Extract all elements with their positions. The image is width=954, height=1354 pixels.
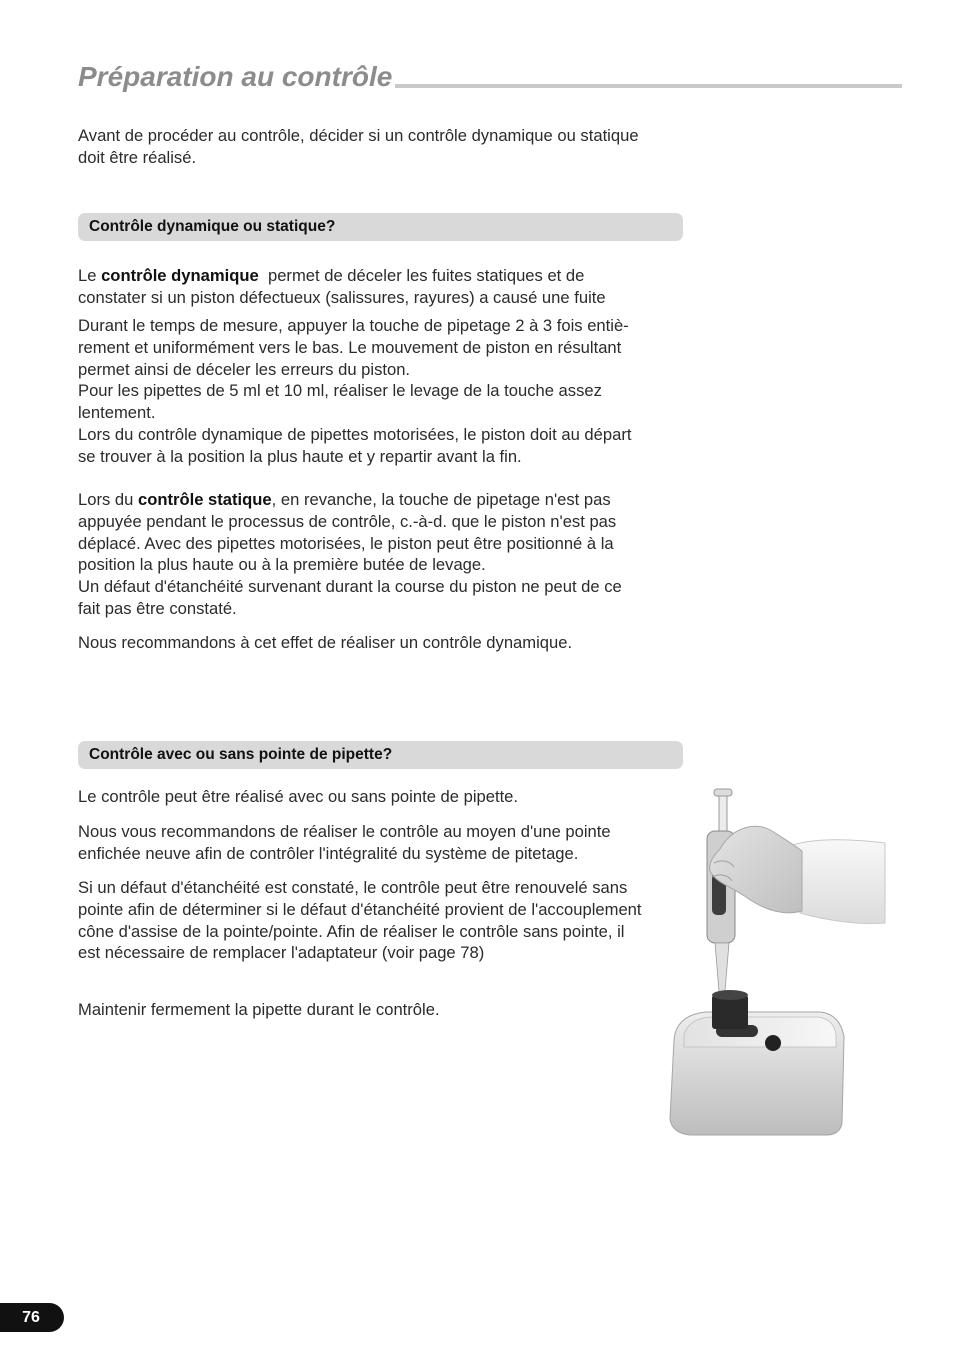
page-header <box>78 60 902 94</box>
dynamic-paragraph-2 <box>78 315 631 468</box>
text-line: se trouver à la position la plus haute et y repartir avant la fin. <box>78 446 522 466</box>
tip-paragraph-4 <box>78 999 440 1021</box>
text-line: Si un défaut d'étanchéité est constaté, le contrôle peut être renouvelé sans <box>78 878 628 897</box>
text-line: lentement. <box>78 403 156 423</box>
text-segment: Lors du <box>78 490 138 509</box>
text-line: cône d'assise de la pointe/pointe. Afin de réaliser le contrôle sans pointe, il <box>78 921 625 941</box>
text-line: fait pas être constaté. <box>78 598 237 618</box>
static-paragraph <box>78 489 622 620</box>
dynamic-paragraph-1 <box>78 265 606 309</box>
text-line: enfichée neuve afin de contrôler l'intégralité du système de pitetage. <box>78 843 579 863</box>
tip-paragraph-2 <box>78 821 611 865</box>
text-line: Le contrôle peut être réalisé avec ou sans pointe de pipette. <box>78 787 519 806</box>
tip-paragraph-3 <box>78 877 642 964</box>
bold-term: contrôle statique <box>137 490 272 509</box>
pipette-tester-photo <box>660 785 890 1140</box>
text-line: Pour les pipettes de 5 ml et 10 ml, réaliser le levage de la touche assez <box>78 381 602 401</box>
text-line: Nous recommandons à cet effet de réaliser un contrôle dynamique. <box>78 633 573 652</box>
title-rule <box>395 84 902 88</box>
text-line: pointe afin de déterminer si le défaut d'étanchéité provient de l'accouplement <box>78 899 642 919</box>
bold-term: contrôle dynamique <box>101 266 259 285</box>
text-line: Maintenir fermement la pipette durant le contrôle. <box>78 1000 440 1019</box>
text-line: Un défaut d'étanchéité survenant durant la course du piston ne peut de ce <box>78 577 622 597</box>
text-line: doit être réalisé. <box>78 147 197 167</box>
text-line: appuyée pendant le processus de contrôle, c.-à-d. que le piston n'est pas <box>78 511 617 531</box>
section-heading-dynamic: Contrôle dynamique ou statique? <box>78 213 683 241</box>
text-line: permet ainsi de déceler les erreurs du piston. <box>78 359 411 379</box>
intro-paragraph <box>78 125 639 169</box>
text-line: constater si un piston défectueux (salissures, rayures) a causé une fuite <box>78 287 606 307</box>
text-line: déplacé. Avec des pipettes motorisées, le piston peut être positionné à la <box>78 533 614 553</box>
text-segment: permet de déceler les fuites statiques et de <box>258 266 585 285</box>
page-title: Préparation au contrôle <box>78 61 393 92</box>
text-line: Lors du contrôle dynamique de pipettes motorisées, le piston doit au départ <box>78 424 632 444</box>
text-line <box>78 265 606 287</box>
text-line: Durant le temps de mesure, appuyer la touche de pipetage 2 à 3 fois entiè- <box>78 316 629 335</box>
text-segment: Le <box>78 266 102 285</box>
text-line: Nous vous recommandons de réaliser le contrôle au moyen d'une pointe <box>78 822 611 841</box>
section-heading-tip: Contrôle avec ou sans pointe de pipette? <box>78 741 683 769</box>
text-line: position la plus haute ou à la première butée de levage. <box>78 555 486 575</box>
text-line: est nécessaire de remplacer l'adaptateur (voir page 78) <box>78 943 485 963</box>
text-segment: , en revanche, la touche de pipetage n'est pas <box>271 490 611 509</box>
page-number-badge: 76 <box>0 1303 64 1332</box>
recommendation-paragraph <box>78 632 572 654</box>
text-line: Avant de procéder au contrôle, décider si un contrôle dynamique ou statique <box>78 126 639 145</box>
tip-paragraph-1 <box>78 786 518 808</box>
text-line: rement et uniformément vers le bas. Le mouvement de piston en résultant <box>78 337 622 357</box>
text-line <box>78 489 622 511</box>
